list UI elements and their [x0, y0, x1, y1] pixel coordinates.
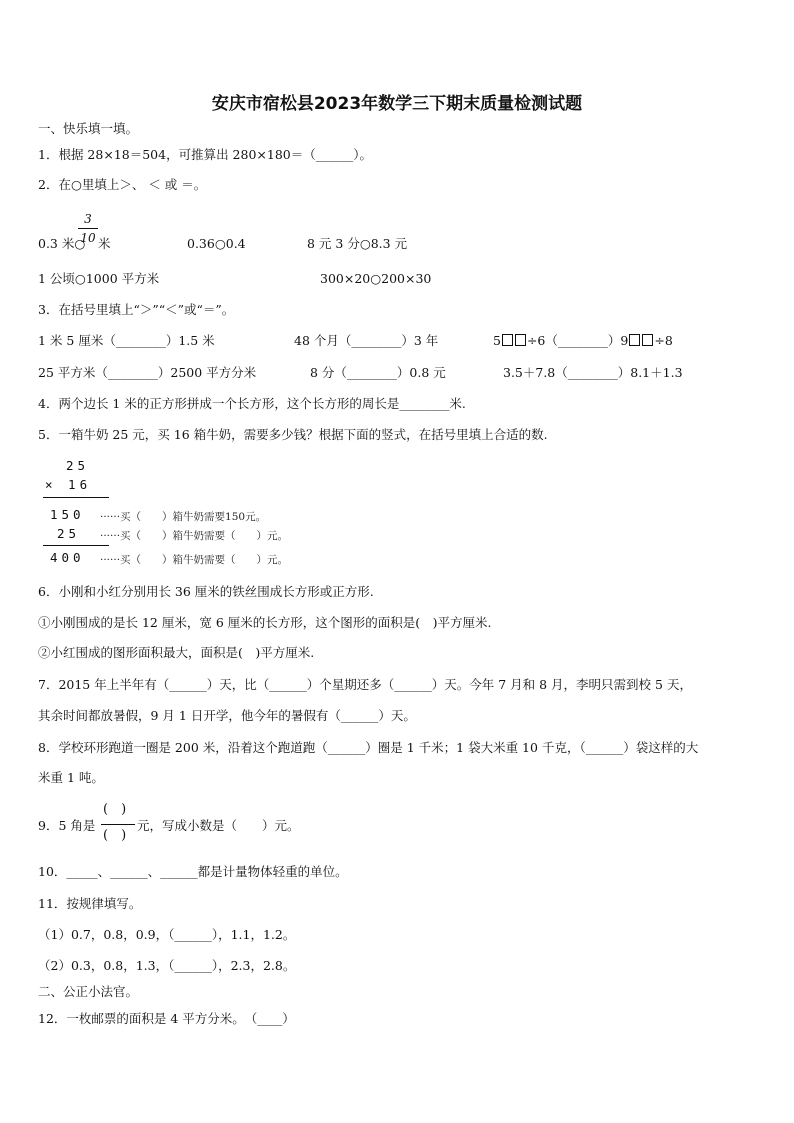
- calc-rule: [43, 545, 109, 546]
- question-10: 10．_____、______、______都是计量物体轻重的单位。: [38, 864, 348, 879]
- calc-multiplicand: 25: [66, 458, 90, 473]
- calc-note-2: ······买（ ）箱牛奶需要（ ）元。: [100, 530, 289, 542]
- blank-box[interactable]: [515, 334, 526, 346]
- calc-rule: [43, 497, 109, 498]
- q9-fraction-numerator[interactable]: ( ): [103, 802, 127, 817]
- q3-row2-a: 25 平方米（________）2500 平方分米: [38, 365, 257, 380]
- question-5: 5．一箱牛奶 25 元，买 16 箱牛奶，需要多少钱？根据下面的竖式，在括号里填上合适的数.: [38, 427, 548, 442]
- page-title: 安庆市宿松县2023年数学三下期末质量检测试题: [211, 94, 583, 114]
- q3-row1-a: 1 米 5 厘米（________）1.5 米: [38, 333, 215, 348]
- blank-box[interactable]: [642, 334, 653, 346]
- question-3: 3．在括号里填上“＞”“＜”或“＝”。: [38, 302, 235, 317]
- q2-row1-a-left: 0.3 米○: [38, 236, 86, 251]
- q3-row1-b: 48 个月（________）3 年: [294, 333, 439, 348]
- question-9-prefix: 9．5 角是: [38, 818, 96, 833]
- q2-row2-b: 300×20○200×30: [320, 271, 432, 286]
- question-1: 1．根据 28×18＝504，可推算出 280×180＝（______）。: [38, 147, 372, 162]
- question-6-part-1: ①小刚围成的是长 12 厘米，宽 6 厘米的长方形，这个图形的面积是( )平方厘米.: [38, 615, 492, 630]
- question-7-line-2: 其余时间都放暑假，9 月 1 日开学，他今年的暑假有（______）天。: [38, 708, 416, 723]
- fraction-denominator: 10: [80, 231, 96, 245]
- q2-row1-b: 0.36○0.4: [187, 236, 246, 251]
- question-11: 11．按规律填写。: [38, 896, 142, 911]
- fraction-bar: [78, 228, 98, 229]
- q3-row1-c-pre: 5: [493, 333, 501, 348]
- calc-note-3: ······买（ ）箱牛奶需要（ ）元。: [100, 554, 289, 566]
- question-7-line-1: 7．2015 年上半年有（______）天，比（______）个星期还多（______）天。今年 7 月和 8 月，李明只需到校 5 天，: [38, 677, 692, 692]
- q3-row1-c: [493, 333, 673, 349]
- calc-product: 400: [50, 550, 85, 565]
- calc-partial-2: 25: [57, 526, 81, 541]
- calc-note-1: ······买（ ）箱牛奶需要150元。: [100, 511, 267, 523]
- question-11-part-2: （2）0.3，0.8，1.3，（______），2.3，2.8。: [38, 958, 296, 973]
- question-9-suffix: 元，写成小数是（ ）元。: [137, 818, 300, 833]
- question-2: 2．在○里填上＞、 ＜ 或 ＝。: [38, 177, 207, 192]
- question-12: 12．一枚邮票的面积是 4 平方分米。 （____）: [38, 1011, 295, 1026]
- q2-row2-a: 1 公顷○1000 平方米: [38, 271, 160, 286]
- q9-fraction-denominator[interactable]: ( ): [103, 828, 127, 843]
- blank-box[interactable]: [629, 334, 640, 346]
- question-4: 4．两个边长 1 米的正方形拼成一个长方形，这个长方形的周长是________米.: [38, 396, 466, 411]
- section-1-heading: 一、快乐填一填。: [38, 121, 139, 136]
- q2-row1-a-right: 米: [98, 236, 111, 251]
- q3-row1-c-post: ÷8: [654, 333, 673, 348]
- blank-box[interactable]: [502, 334, 513, 346]
- question-8-line-1: 8．学校环形跑道一圈是 200 米，沿着这个跑道跑（______）圈是 1 千米；1 袋大米重 10 千克，（______）袋这样的大: [38, 740, 699, 755]
- q3-row1-c-mid: ÷6（________）9: [526, 333, 629, 348]
- question-6-part-2: ②小红围成的图形面积最大，面积是( )平方厘米.: [38, 645, 315, 660]
- question-11-part-1: （1）0.7，0.8，0.9，（______），1.1，1.2。: [38, 927, 296, 942]
- fraction-numerator: 3: [84, 212, 92, 226]
- section-2-heading: 二、公正小法官。: [38, 984, 139, 999]
- q9-fraction-bar: [101, 824, 135, 825]
- calc-multiplier: × 16: [45, 477, 92, 492]
- calc-partial-1: 150: [50, 507, 85, 522]
- question-8-line-2: 米重 1 吨。: [38, 770, 104, 785]
- q3-row2-c: 3.5＋7.8（________）8.1＋1.3: [503, 365, 683, 380]
- question-6: 6．小刚和小红分别用长 36 厘米的铁丝围成长方形或正方形.: [38, 584, 374, 599]
- q2-row1-c: 8 元 3 分○8.3 元: [307, 236, 408, 251]
- q3-row2-b: 8 分（________）0.8 元: [310, 365, 446, 380]
